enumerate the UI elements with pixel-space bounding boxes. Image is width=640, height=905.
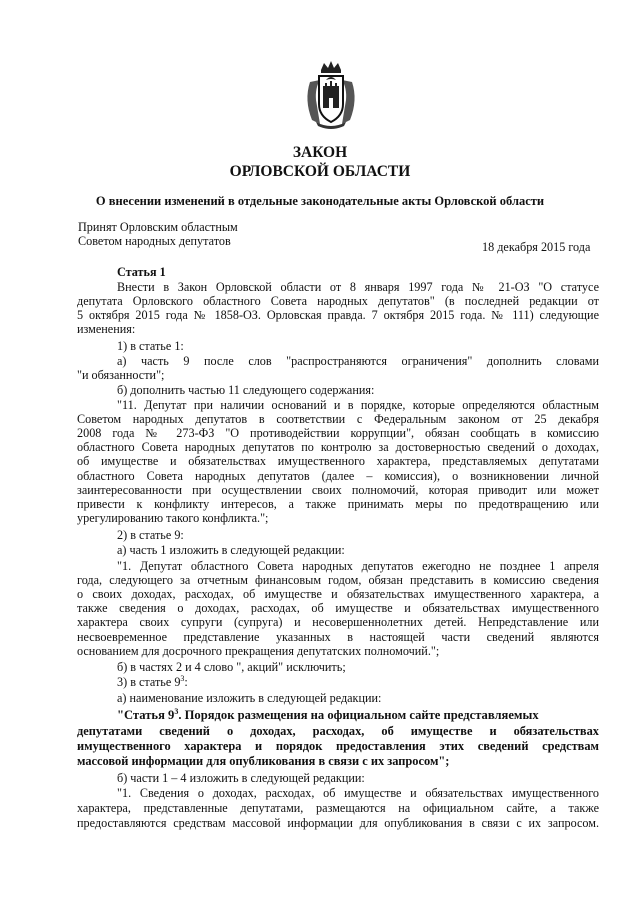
law-title [0,143,640,181]
part-1-line: "1. Депутат областного Совета народных депутатов ежегодно не позднее 1 апреля [117,559,599,573]
part-11-line: Советом народных депутатов в соответствии с Федеральным законом от 25 декабря [77,412,599,426]
item-3 [117,675,188,689]
intro-line: 5 октября 2015 года № 1858-ОЗ. Орловская правда. 7 октября 2015 года. № 111) следующие [77,308,599,322]
part-11-line: областного Совета народных депутатов (далее – комиссия), о возникновении личной [77,469,599,483]
law-subtitle: О внесении изменений в отдельные законодательные акты Орловской области [95,194,545,208]
part-11-line: областного Совета народных депутатов по контролю за достоверностью сведений о доходах, [77,440,599,454]
item-1a-line: а) часть 9 после слов "распространяются ограничения" дополнить словами [117,354,599,368]
new-part-1-line: предоставляются средствам массовой информации для опубликования в связи с их запросом. [77,816,599,830]
part-11-line: 2008 года № 273-ФЗ "О противодействии коррупции", обязан сообщать в комиссию [77,426,599,440]
item-3-superscript: 3 [180,673,185,683]
intro-line: Внести в Закон Орловской области от 8 января 1997 года № 21-ОЗ "О статусе [117,280,599,294]
part-1-line: года, следующего за отчетным финансовым годом, обязан представить в комиссию сведения [77,573,599,587]
adoption-date: 18 декабря 2015 года [482,240,591,254]
article-9-3-open: "Статья 9 [117,708,175,722]
part-1-line: характера своих супруги (супруга) и несовершеннолетних детей. Непредставление или [77,615,599,629]
article-9-3-rest: . Порядок размещения на официальном сайте представляемых [178,708,539,722]
part-11-line: привести к конфликту интересов, а также принимать меры по предотвращению или [77,497,599,511]
item-1a-line: "и обязанности"; [77,368,165,382]
adopted-by-line-2: Советом народных депутатов [78,234,231,248]
item-2b: б) в частях 2 и 4 слово ", акций" исключить; [117,660,346,674]
law-title-line-2: ОРЛОВСКОЙ ОБЛАСТИ [229,163,411,180]
part-1-line: основанием для досрочного прекращения депутатских полномочий."; [77,644,440,658]
law-title-line-1: ЗАКОН [292,144,348,161]
part-11-line: урегулированию такого конфликта."; [77,511,269,525]
part-1-line: несвоевременное представление указанных в настоящей части сведений являются [77,630,599,644]
part-1-line: также сведения о доходах, расходах, об имуществе и обязательствах имущественного [77,601,599,615]
part-1-line: о своих доходах, расходах, об имуществе и обязательствах имущественного характера, а [77,587,599,601]
item-3-suffix: : [184,675,188,689]
intro-line: депутата Орловского областного Совета народных депутатов" (в последней редакции от [77,294,599,308]
intro-line: изменения: [77,322,136,336]
article-9-3-title-line: депутатами сведений о доходах, расходах, об имуществе и обязательствах [77,724,599,738]
item-3b: б) части 1 – 4 изложить в следующей редакции: [117,771,365,785]
item-1: 1) в статье 1: [117,339,184,353]
item-3-text: 3) в статье 9 [117,675,181,689]
part-11-line: заинтересованности при осуществлении своих полномочий, которая приводит или может [77,483,599,497]
new-part-1-line: характера, представленные депутатами, размещаются на официальном сайте, а также [77,801,599,815]
article-9-3-title-line: имущественного характера и порядок предоставления этих сведений средствам [77,739,599,753]
article-9-3-superscript: 3 [174,706,179,716]
orel-oblast-coat-of-arms-icon [302,60,360,130]
adopted-by-line-1: Принят Орловским областным [78,220,238,234]
item-3a: а) наименование изложить в следующей редакции: [117,691,382,705]
article-heading: Статья 1 [117,265,166,279]
item-2a: а) часть 1 изложить в следующей редакции: [117,543,345,557]
new-part-1-line: "1. Сведения о доходах, расходах, об имуществе и обязательствах имущественного [117,786,599,800]
part-11-line: об имуществе и обязательствах имущественного характера, представляемых депутатами [77,454,599,468]
article-9-3-title-line: массовой информации для опубликования в связи с их запросом"; [77,754,450,768]
article-9-3-title-line [117,708,539,722]
item-1b: б) дополнить частью 11 следующего содержания: [117,383,375,397]
item-2: 2) в статье 9: [117,528,184,542]
part-11-line: "11. Депутат при наличии оснований и в порядке, которые определяются областным [117,398,599,412]
